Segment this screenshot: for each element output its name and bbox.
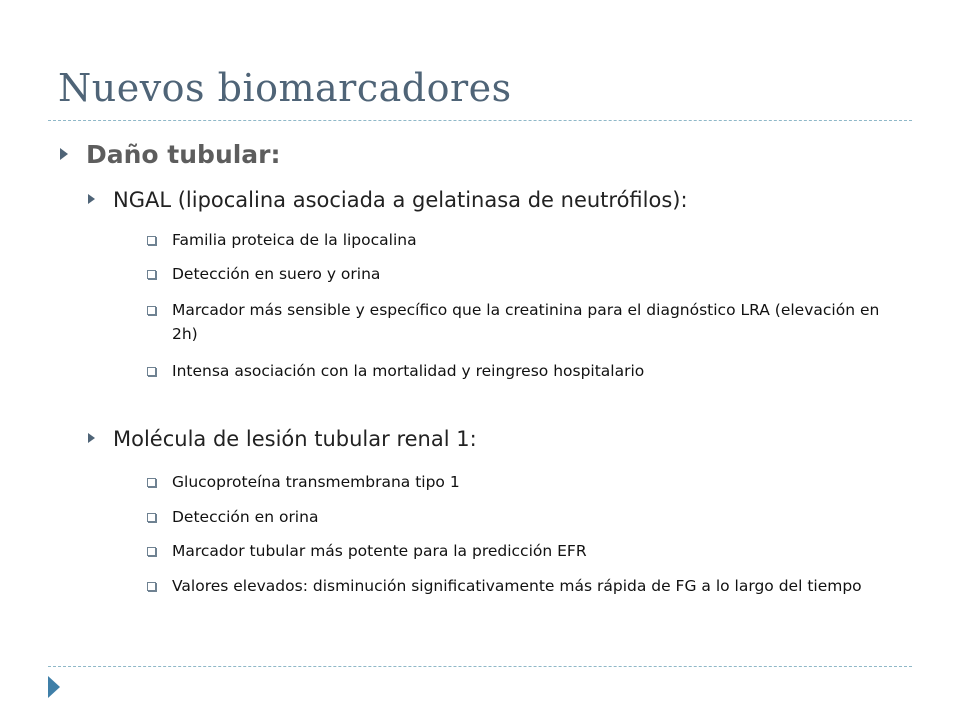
hollow-square-icon xyxy=(147,306,156,315)
list-item-text: Detección en orina xyxy=(172,508,319,526)
section-heading: Daño tubular: xyxy=(86,140,281,169)
triangle-right-icon xyxy=(48,676,60,698)
hollow-square-icon xyxy=(147,270,156,279)
hollow-square-icon xyxy=(147,478,156,487)
list-item xyxy=(147,262,380,286)
section-heading-row xyxy=(60,140,281,169)
footer-divider xyxy=(48,666,912,667)
hollow-square-icon xyxy=(147,513,156,522)
list-item xyxy=(147,470,460,494)
list-item-text: Glucoproteína transmembrana tipo 1 xyxy=(172,473,460,491)
triangle-right-icon xyxy=(88,433,95,443)
group-heading-row xyxy=(88,188,688,212)
list-item xyxy=(147,298,882,346)
list-item xyxy=(147,228,417,252)
list-item xyxy=(147,359,644,383)
list-item-text: Marcador más sensible y específico que la creatinina para el diagnóstico LRA (elevación en 2h) xyxy=(172,301,880,343)
hollow-square-icon xyxy=(147,236,156,245)
title-divider xyxy=(48,120,912,121)
hollow-square-icon xyxy=(147,547,156,556)
list-item-text: Intensa asociación con la mortalidad y reingreso hospitalario xyxy=(172,362,645,380)
hollow-square-icon xyxy=(147,367,156,376)
list-item-text: Valores elevados: disminución significativamente más rápida de FG a lo largo del tiempo xyxy=(172,577,862,595)
list-item xyxy=(147,539,587,563)
list-item xyxy=(147,505,318,529)
group-heading: NGAL (lipocalina asociada a gelatinasa de neutrófilos): xyxy=(113,188,688,212)
list-item-text: Detección en suero y orina xyxy=(172,265,381,283)
list-item-text: Marcador tubular más potente para la predicción EFR xyxy=(172,542,587,560)
group-heading: Molécula de lesión tubular renal 1: xyxy=(113,427,477,451)
triangle-right-icon xyxy=(60,148,68,160)
list-item-text: Familia proteica de la lipocalina xyxy=(172,231,417,249)
list-item xyxy=(147,574,882,598)
group-heading-row xyxy=(88,427,477,451)
triangle-right-icon xyxy=(88,194,95,204)
slide-title: Nuevos biomarcadores xyxy=(58,66,512,110)
hollow-square-icon xyxy=(147,582,156,591)
